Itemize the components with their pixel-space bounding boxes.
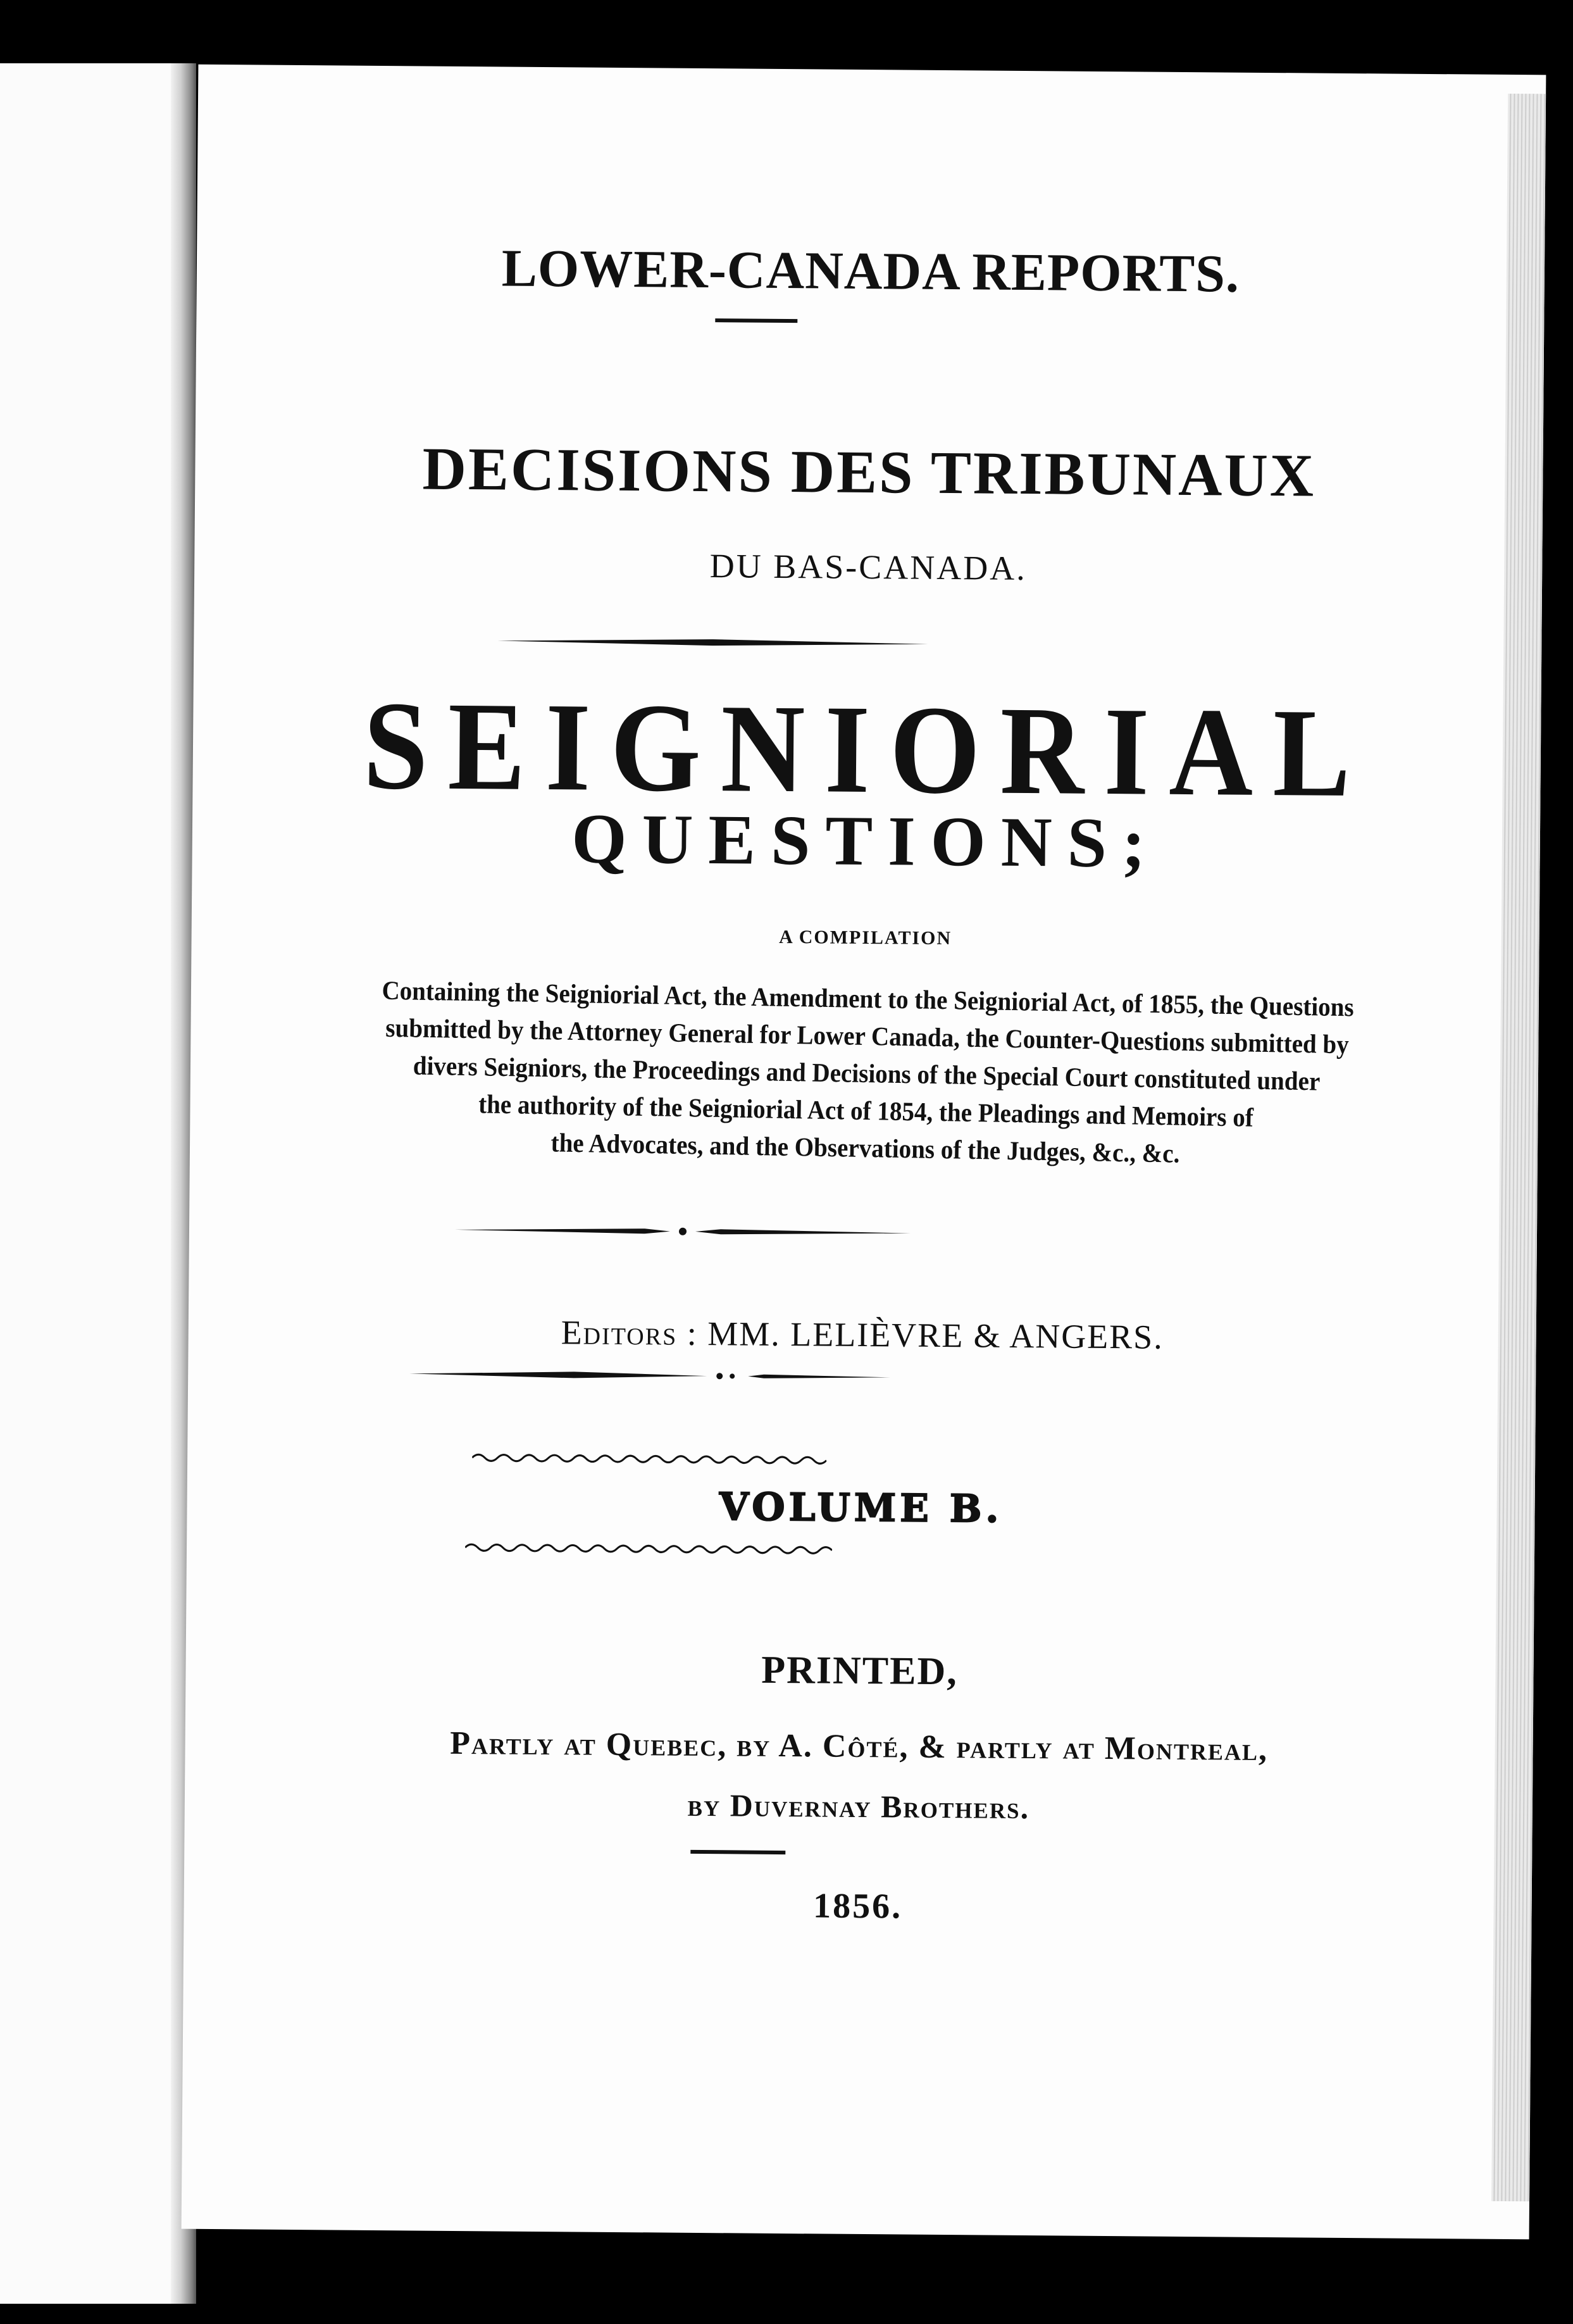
description-line: Containing the Seigniorial Act, the Amendment to the Seigniorial Act, of 1855, the Questions	[382, 976, 1355, 1023]
divider-swelled	[497, 636, 928, 648]
description-line: divers Seigniors, the Proceedings and Decisions of the Special Court constituted under	[413, 1051, 1321, 1097]
main-title: SEIGNIORIAL	[363, 675, 1371, 824]
description-line: submitted by the Attorney General for Lower Canada, the Counter-Questions submitted by	[385, 1013, 1350, 1060]
divider-ornament-top	[455, 1225, 911, 1237]
title-page	[182, 65, 1546, 2240]
main-subtitle: QUESTIONS;	[571, 799, 1161, 883]
description-line: the Advocates, and the Observations of the Judges, &c., &c.	[550, 1128, 1180, 1169]
french-title: DECISIONS DES TRIBUNAUX	[422, 434, 1316, 509]
wavy-rule-top	[472, 1451, 826, 1466]
description	[330, 971, 1403, 1177]
editors-names: MM. LELIÈVRE & ANGERS.	[707, 1315, 1164, 1356]
editors-line	[189, 1310, 1536, 1360]
facing-page	[0, 63, 196, 2304]
printers-line-2: by Duvernay Brothers.	[687, 1787, 1030, 1826]
publication-year: 1856.	[812, 1886, 903, 1927]
compilation-label: A COMPILATION	[779, 926, 952, 949]
printers-line: Partly at Quebec, by A. Côté, & partly at Montreal,	[449, 1725, 1269, 1768]
printed-label: PRINTED,	[761, 1648, 959, 1694]
divider-ornament-bottom	[409, 1368, 890, 1381]
french-subtitle: DU BAS-CANADA.	[709, 547, 1028, 587]
editors-label: Editors :	[561, 1313, 698, 1353]
series-title: LOWER-CANADA REPORTS.	[501, 239, 1240, 304]
volume-label	[187, 1481, 1534, 1536]
divider-short-bottom	[690, 1850, 785, 1854]
divider-short	[715, 318, 797, 323]
description-line: the authority of the Seigniorial Act of 1854, the Pleadings and Memoirs of	[478, 1090, 1254, 1133]
volume-text: VOLUME B.	[719, 1485, 1003, 1532]
wavy-rule-bottom	[465, 1541, 832, 1557]
